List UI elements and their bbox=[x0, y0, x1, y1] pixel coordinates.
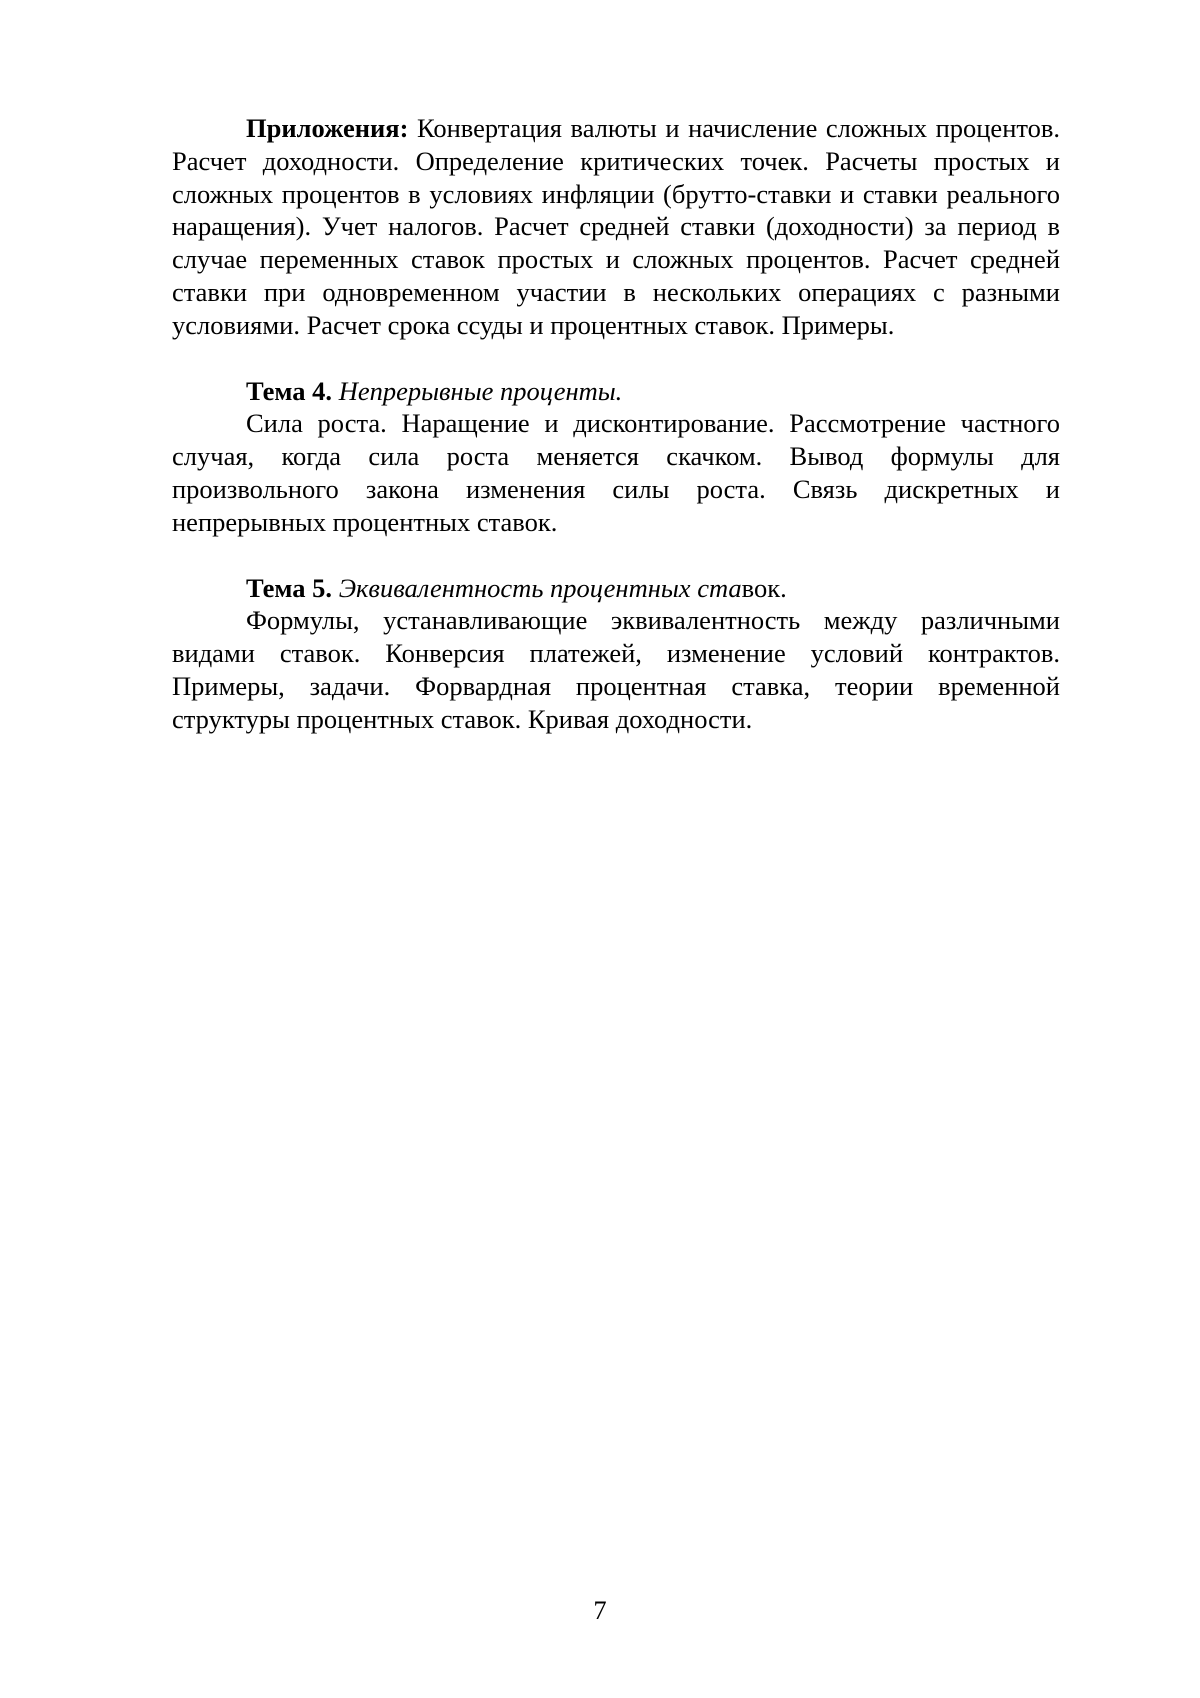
topic-5-title-rest: вок. bbox=[741, 572, 787, 603]
appendix-label: Приложения: bbox=[246, 113, 409, 143]
topic-4-title: Непрерывные проценты. bbox=[338, 375, 623, 406]
appendix-text: Конвертация валюты и начисление сложных процентов. Расчет доходности. Определение критических точек. Расчеты простых и сложных процентов в условиях инфляции (брутто-ставки и ставки реального наращения). Учет налогов. Расчет средней ставки (доходности) за период в случае переменных ставок простых и сложных процентов. Расчет средней ставки при одновременном участии в нескольких операциях с разными условиями. Расчет срока ссуды и процентных ставок. Примеры. bbox=[172, 113, 1060, 340]
topic-4-heading bbox=[172, 375, 1060, 408]
page-number: 7 bbox=[593, 1595, 607, 1625]
topic-5-body: Формулы, устанавливающие эквивалентность между различными видами ставок. Конверсия платежей, изменение условий контрактов. Примеры, задачи. Форвардная процентная ставка, теории временной структуры процентных ставок. Кривая доходности. bbox=[172, 605, 1060, 734]
appendix-paragraph bbox=[172, 112, 1060, 342]
topic-5-heading bbox=[172, 572, 1060, 605]
topic-4-body: Сила роста. Наращение и дисконтирование. Рассмотрение частного случая, когда сила роста меняется скачком. Вывод формулы для произвольного закона изменения силы роста. Связь дискретных и непрерывных процентных ставок. bbox=[172, 408, 1060, 537]
spacer bbox=[172, 539, 1060, 572]
topic-4-label: Тема 4. bbox=[246, 375, 333, 406]
topic-5-title-italic: Эквивалентность процентных ста bbox=[338, 572, 742, 603]
spacer bbox=[172, 342, 1060, 375]
topic-5-label: Тема 5. bbox=[246, 572, 333, 603]
page-content bbox=[172, 112, 1060, 736]
